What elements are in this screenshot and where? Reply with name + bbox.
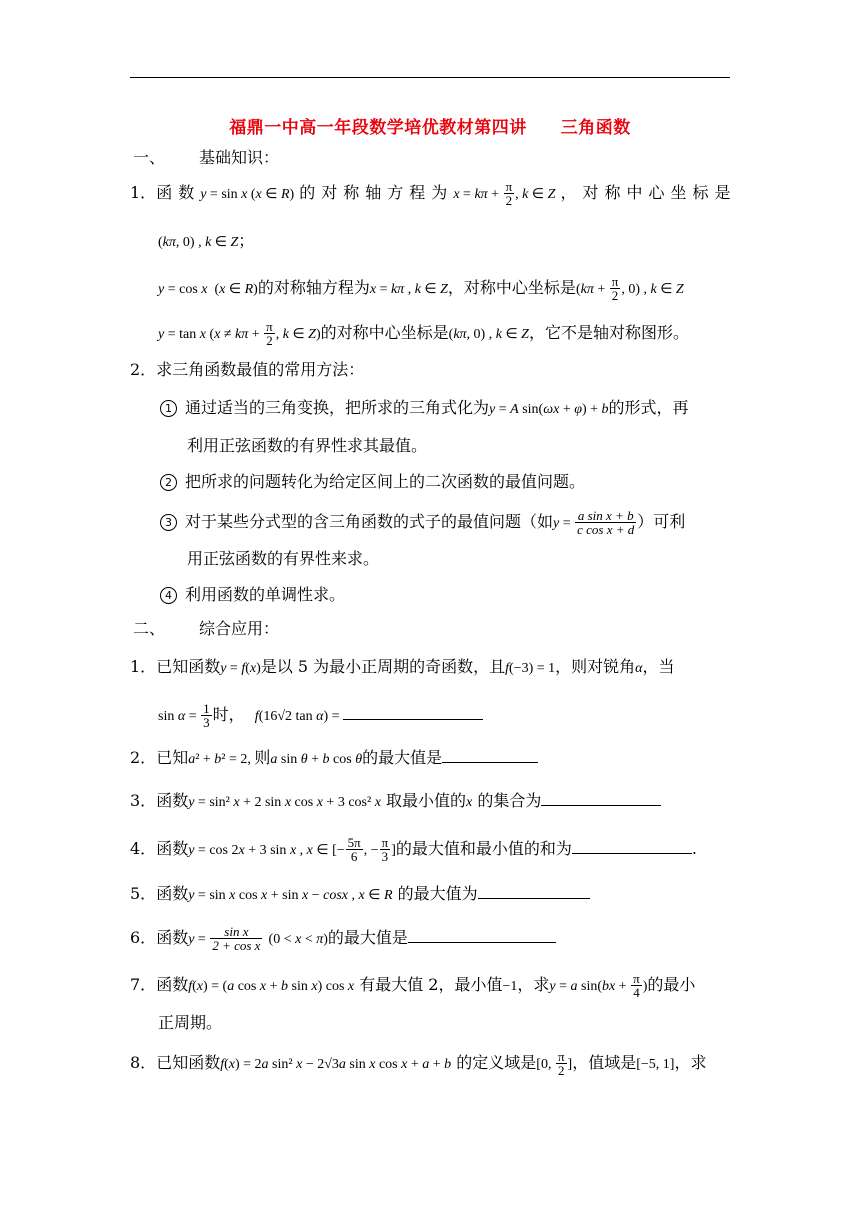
formula-fractional: y bbox=[553, 516, 560, 531]
problem-2-text-c: 的最大值是 bbox=[362, 748, 443, 767]
problem-5-number: 5． bbox=[130, 884, 157, 903]
problem-1-text-a: 已知函数 bbox=[156, 657, 221, 676]
knowledge-1-cos-line: y = cos x (x ∈ R)的对称轴方程为x = kπ , k ∈ Z，对称中心坐标是(kπ + $\frac{\pi}{2}$ , 0) , k ∈ Z bbox=[158, 274, 684, 303]
problem-7-text-a: 函数 bbox=[156, 975, 189, 994]
problem-4-end: . bbox=[691, 839, 697, 858]
knowledge-1-cos-text-b: ，对称中心坐标是 bbox=[447, 278, 576, 297]
section-1-label: 基础知识： bbox=[199, 148, 280, 167]
knowledge-2-text: 求三角函数最值的常用方法： bbox=[156, 360, 365, 379]
answer-blank-2[interactable] bbox=[442, 748, 538, 763]
problem-8-text-b: 的定义域是 bbox=[456, 1053, 537, 1072]
problem-4-text-b: 的最大值和最小值的和为 bbox=[395, 839, 572, 858]
problem-1-text-d: ，当 bbox=[642, 657, 675, 676]
problem-3-text-a: 函数 bbox=[156, 791, 189, 810]
problem-8: 8．已知函数f(x) = 2a sin² x − 2√3a sin x cos x + a + b 的定义域是[0, $\frac{\pi}{2}$ ]，值域是[−5, 1]，求 bbox=[130, 1049, 707, 1078]
problem-4-text-a: 函数 bbox=[156, 839, 189, 858]
section-2-number: 二、 bbox=[133, 619, 166, 638]
formula-cos: y bbox=[158, 282, 165, 297]
answer-blank-3[interactable] bbox=[541, 791, 661, 806]
knowledge-1-tan-text-b: ，它不是轴对称图形。 bbox=[528, 323, 689, 342]
formula-sin-axis: x bbox=[453, 187, 460, 202]
method-3-text-b: ）可利 bbox=[637, 512, 686, 531]
knowledge-1-number: 1． bbox=[130, 183, 157, 202]
circled-number-2: 2 bbox=[160, 474, 177, 491]
knowledge-1-text-a: 函数 bbox=[156, 183, 201, 202]
problem-5-text-a: 函数 bbox=[156, 884, 189, 903]
problem-7-line1: 7．函数f(x) = (a cos x + b sin x) cos x 有最大值 2，最小值−1，求y = a sin(bx + $\frac{\pi}{4}$ )的最小 bbox=[130, 971, 696, 1000]
method-4-text: 利用函数的单调性求。 bbox=[185, 585, 346, 604]
problem-5: 5．函数y = sin x cos x + sin x − cosx , x ∈ R 的最大值为 bbox=[130, 883, 590, 907]
problem-7-text-b: 有最大值 2，最小值 bbox=[359, 975, 503, 994]
problem-2-text-b: 则 bbox=[254, 748, 271, 767]
problem-7-line2: 正周期。 bbox=[158, 1013, 223, 1032]
answer-blank-1[interactable] bbox=[343, 705, 483, 720]
problem-3-text-b: 取最小值的 bbox=[386, 791, 467, 810]
problem-4: 4．函数y = cos 2x + 3 sin x , x ∈ [− $\frac{5\pi}{6}$ , − $\frac{\pi}{3}$ ]的最大值和最小值的和为 . bbox=[130, 835, 697, 864]
section-2-heading bbox=[133, 618, 279, 640]
circled-number-4: 4 bbox=[160, 587, 177, 604]
fraction-pi-2: $\frac{\pi}{2}$ bbox=[505, 179, 513, 208]
knowledge-1-line1: 1．函数y = sin x (x ∈ R) 的对称轴方程为x = kπ + $\frac{\pi}{2}$ , k ∈ Z ，对称中心坐标是 bbox=[130, 179, 737, 208]
problem-7-text-d: 的最小 bbox=[647, 975, 696, 994]
formula-sin: y bbox=[200, 187, 207, 202]
problem-8-text-d: ，求 bbox=[674, 1053, 707, 1072]
problem-2: 2．已知a² + b² = 2, 则a sin θ + b cos θ的最大值是 bbox=[130, 747, 538, 771]
method-3-text-a: 对于某些分式型的含三角函数的式子的最值问题（如 bbox=[185, 512, 554, 531]
formula-tan: y bbox=[158, 327, 165, 342]
circled-number-1: 1 bbox=[160, 400, 177, 417]
knowledge-1-cos-text-a: 的对称轴方程为 bbox=[257, 278, 370, 297]
formula-asin: y bbox=[489, 402, 496, 417]
method-2 bbox=[160, 471, 585, 493]
problem-6-text-a: 函数 bbox=[156, 928, 189, 947]
header-rule bbox=[130, 77, 730, 78]
method-1-line2: 利用正弦函数的有界性求其最值。 bbox=[187, 436, 428, 455]
knowledge-1-text-c: ，对称中心坐标是 bbox=[560, 183, 737, 202]
answer-blank-5[interactable] bbox=[478, 884, 590, 899]
knowledge-1-text-b: 的对称轴方程为 bbox=[299, 183, 454, 202]
problem-1-line2: sin α = $\frac{1}{3}$ 时， f(16√2 tan α) = bbox=[158, 702, 483, 729]
method-1-text-a: 通过适当的三角变换，把所求的三角式化为 bbox=[185, 398, 490, 417]
problem-2-number: 2． bbox=[130, 748, 157, 767]
section-2-label: 综合应用： bbox=[199, 619, 280, 638]
title-topic: 三角函数 bbox=[560, 118, 631, 138]
knowledge-2-heading bbox=[130, 359, 364, 381]
title-main: 福鼎一中高一年段数学培优教材第四讲 bbox=[229, 118, 527, 138]
problem-3: 3．函数y = sin² x + 2 sin x cos x + 3 cos² x 取最小值的x 的集合为 bbox=[130, 790, 661, 814]
problem-3-number: 3． bbox=[130, 791, 157, 810]
page-title bbox=[0, 113, 860, 138]
problem-1-text-c: ，则对锐角 bbox=[555, 657, 636, 676]
problem-7-text-c: ，求 bbox=[517, 975, 550, 994]
problem-7-number: 7． bbox=[130, 975, 157, 994]
method-1-text-b: 的形式，再 bbox=[608, 398, 689, 417]
section-1-number: 一、 bbox=[133, 148, 166, 167]
problem-5-text-b: 的最大值为 bbox=[397, 884, 478, 903]
problem-3-text-c: 的集合为 bbox=[477, 791, 542, 810]
circled-number-3: 3 bbox=[160, 514, 177, 531]
method-3-line1: 3 对于某些分式型的含三角函数的式子的最值问题（如y = $\frac{\text{a sin x + b}}{\text{c cos x + d}}$ ）可利 bbox=[160, 509, 685, 536]
problem-1-line1: 1．已知函数y = f(x)是以 5 为最小正周期的奇函数，且f(−3) = 1，则对锐角α，当 bbox=[130, 657, 675, 676]
problem-8-text-c: ，值域是 bbox=[572, 1053, 637, 1072]
problem-4-number: 4． bbox=[130, 839, 157, 858]
problem-1-text-b: 是以 5 为最小正周期的奇函数，且 bbox=[260, 657, 506, 676]
method-2-text: 把所求的问题转化为给定区间上的二次函数的最值问题。 bbox=[185, 472, 586, 491]
formula-sin-center: ( bbox=[158, 235, 163, 250]
knowledge-1-tan-text-a: 的对称中心坐标是 bbox=[320, 323, 449, 342]
knowledge-2-number: 2． bbox=[130, 360, 157, 379]
problem-6-text-b: 的最大值是 bbox=[327, 928, 408, 947]
problem-6: 6．函数y = $\frac{\text{sin x}}{\text{2 + cos x}}$ (0 < x < π)的最大值是 bbox=[130, 925, 556, 952]
method-1-line1: 1 通过适当的三角变换，把所求的三角式化为y = A sin(ωx + φ) + b的形式，再 bbox=[160, 397, 689, 421]
answer-blank-4[interactable] bbox=[572, 839, 692, 854]
knowledge-1-text-d: ； bbox=[238, 231, 255, 250]
problem-8-number: 8． bbox=[130, 1053, 157, 1072]
method-4 bbox=[160, 584, 345, 606]
problem-8-text-a: 已知函数 bbox=[156, 1053, 221, 1072]
knowledge-1-tan-line: y = tan x (x ≠ kπ + $\frac{\pi}{2}$ , k ∈ Z)的对称中心坐标是(kπ, 0) , k ∈ Z，它不是轴对称图形。 bbox=[158, 319, 689, 348]
problem-6-number: 6． bbox=[130, 928, 157, 947]
knowledge-1-line2: (kπ, 0) , k ∈ Z； bbox=[158, 231, 255, 250]
problem-2-text-a: 已知 bbox=[156, 748, 189, 767]
method-3-line2: 用正弦函数的有界性来求。 bbox=[187, 549, 380, 568]
section-1-heading bbox=[133, 147, 279, 169]
problem-1-text-e: 时， bbox=[212, 705, 245, 724]
answer-blank-6[interactable] bbox=[408, 928, 556, 943]
problem-1-number: 1． bbox=[130, 657, 157, 676]
